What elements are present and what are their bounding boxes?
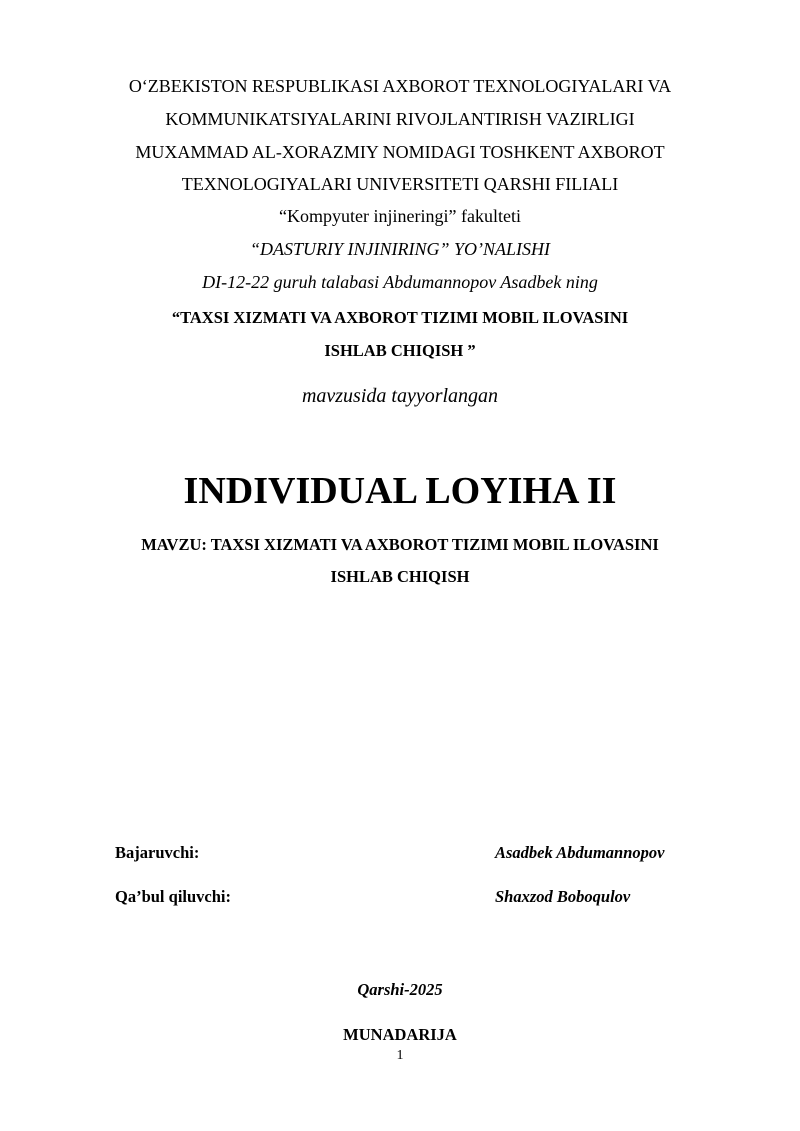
executor-label: Bajaruvchi: <box>115 843 200 862</box>
faculty-name: “Kompyuter injineringi” fakulteti <box>279 206 521 226</box>
topic-line-2: ISHLAB CHIQISH ” <box>324 341 476 360</box>
contents-heading: MUNADARIJA <box>343 1025 457 1044</box>
student-line: DI-12-22 guruh talabasi Abdumannopov Asadbek ning <box>202 272 598 292</box>
city-year: Qarshi-2025 <box>357 980 443 999</box>
document-title: INDIVIDUAL LOYIHA II <box>183 470 617 512</box>
receiver-name: Shaxzod Boboqulov <box>495 887 631 906</box>
executor-name: Asadbek Abdumannopov <box>495 843 665 862</box>
topic-line-1: “TAXSI XIZMATI VA AXBOROT TIZIMI MOBIL ILOVASINI <box>171 308 629 327</box>
ministry-line-2: KOMMUNIKATSIYALARINI RIVOJLANTIRISH VAZIRLIGI <box>165 109 635 129</box>
subject-line-2: ISHLAB CHIQISH <box>330 567 470 586</box>
ministry-line-1: O‘ZBEKISTON RESPUBLIKASI AXBOROT TEXNOLOGIYALARI VA <box>128 76 672 96</box>
receiver-label: Qa’bul qiluvchi: <box>115 887 231 906</box>
prepared-subtitle: mavzusida tayyorlangan <box>301 385 499 407</box>
subject-line-1: MAVZU: TAXSI XIZMATI VA AXBOROT TIZIMI MOBIL ILOVASINI <box>141 535 659 554</box>
university-line-2: TEXNOLOGIYALARI UNIVERSITETI QARSHI FILIALI <box>181 174 619 194</box>
direction-name: “DASTURIY INJINIRING” YO’NALISHI <box>249 239 550 259</box>
university-line-1: MUXAMMAD AL-XORAZMIY NOMIDAGI TOSHKENT AXBOROT <box>135 142 665 162</box>
page-number: 1 <box>396 1048 404 1063</box>
